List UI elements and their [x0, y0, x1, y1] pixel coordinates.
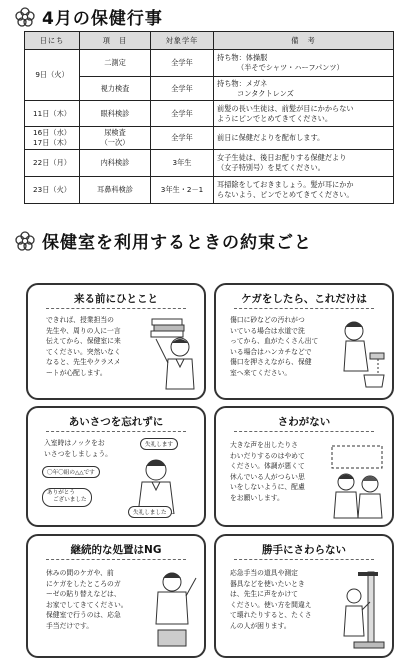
table-row — [25, 177, 394, 204]
student-greeting-illustration — [126, 452, 186, 514]
cell-item: 内科検診 — [80, 150, 151, 177]
cell-item: 視力検査 — [80, 77, 151, 101]
cell-date: 23日（火） — [25, 177, 80, 204]
item-line: 尿検査 — [104, 128, 126, 138]
card-line: いる場合はハンカチなどで — [230, 347, 312, 356]
card-line: ください。使い方を間違え — [230, 600, 312, 609]
title-divider — [234, 308, 374, 309]
card-title: 勝手にさわらない — [262, 544, 346, 556]
card-line: できれば、授業担当の — [46, 316, 114, 324]
rule-card-greeting — [26, 406, 206, 527]
table-row — [25, 150, 394, 177]
page-title: 4月の保健行事 — [42, 9, 163, 29]
card-line: 保健室で行うのは、応急 — [46, 611, 121, 620]
rule-card-injury — [214, 283, 394, 400]
card-line: 応急手当の道具や測定 — [230, 569, 298, 577]
cell-date: 11日（木） — [25, 101, 80, 127]
table-row — [25, 50, 394, 77]
speech-bubble: 失礼しました — [128, 506, 172, 518]
title-divider — [46, 431, 186, 432]
speech-bubble: 〇年〇組の△△です — [42, 466, 100, 478]
card-body — [230, 440, 330, 503]
card-line: 大きな声を出したりさ — [230, 441, 298, 449]
rules-card-grid — [26, 283, 394, 655]
student-with-bandage-illustration — [144, 568, 200, 650]
card-line: をお願いします。 — [230, 493, 284, 502]
title-divider — [234, 431, 374, 432]
cell-date — [25, 127, 80, 150]
cell-note — [214, 50, 394, 77]
cell-grade: 3年生 — [151, 150, 214, 177]
note-line: 耳掃除をしておきましょう。髪が耳にかか — [217, 180, 354, 190]
cell-grade: 全学年 — [151, 77, 214, 101]
card-line: ください。体調が悪くて — [230, 462, 305, 471]
speech-bubble: 失礼します — [140, 438, 178, 450]
title-divider — [234, 559, 374, 560]
note-line: 前髪の長い生徒は、前髪が目にかからない — [217, 103, 354, 113]
cell-note: 前日に保健だよりを配布します。 — [214, 127, 394, 150]
card-body — [230, 568, 338, 631]
table-row — [25, 127, 394, 150]
section-title-april-health-events — [14, 4, 163, 29]
card-line: 傷口に砂などの汚れがつ — [230, 316, 305, 324]
card-line: 休みの間のケガや、前 — [46, 569, 114, 577]
note-line: 持ち物：体操服 — [217, 53, 268, 63]
card-line: 先生や、周りの人に一言 — [46, 326, 121, 335]
date-line: 17日（木） — [33, 138, 71, 147]
card-body — [46, 315, 146, 378]
cell-item: 眼科検診 — [80, 101, 151, 127]
card-line: お家でしてきてください。 — [46, 600, 128, 609]
card-body — [46, 568, 146, 631]
student-carrying-books-illustration — [146, 313, 200, 393]
date-line: 16日（水） — [33, 128, 71, 138]
table-row — [25, 77, 394, 101]
rules-title: 保健室を利用するときの約束ごと — [42, 233, 312, 253]
rule-card-no-ongoing-care — [26, 534, 206, 658]
cell-date: 9日（火） — [25, 50, 80, 101]
cell-item: 二測定 — [80, 50, 151, 77]
washing-wound-illustration — [334, 313, 388, 393]
cell-date: 22日（月） — [25, 150, 80, 177]
card-line: 器具などを使いたいとき — [230, 579, 305, 588]
card-line: にケガをしたところのガ — [46, 579, 121, 588]
students-chatting-illustration — [326, 442, 388, 520]
rule-card-no-noise — [214, 406, 394, 527]
card-title: 来る前にひとこと — [74, 293, 158, 305]
header-grade: 対象学年 — [151, 32, 214, 50]
note-line: （半そでシャツ・ハーフパンツ） — [237, 63, 344, 72]
cell-item — [80, 127, 151, 150]
card-title: 継続的な処置はNG — [70, 544, 162, 556]
card-line: ってから、血がたくさん出て — [230, 337, 319, 346]
health-events-table — [24, 31, 394, 204]
cell-note — [214, 77, 394, 101]
card-line: いている場合は水道で洗 — [230, 326, 305, 335]
cell-item: 耳鼻科検診 — [80, 177, 151, 204]
note-line: 女子生徒は、後日お配りする保健だより — [217, 153, 347, 163]
cell-note — [214, 150, 394, 177]
item-line: （一次） — [100, 138, 130, 147]
note-line: （女子特別号）を見てください。 — [217, 163, 325, 172]
cell-note — [214, 177, 394, 204]
note-line: らないよう、ピンでとめてきてください。 — [217, 190, 354, 199]
card-line: いをしないように、配慮 — [230, 483, 305, 492]
measuring-equipment-illustration — [340, 566, 388, 652]
flower-icon — [14, 230, 36, 252]
card-title: あいさつを忘れずに — [68, 416, 164, 428]
note-line: ようにピンでとめてきてください。 — [217, 113, 333, 123]
cell-grade: 全学年 — [151, 101, 214, 127]
section-title-health-room-rules — [14, 228, 312, 253]
card-line: 入室時はノックをお — [44, 439, 105, 447]
bubble-line: ありがとう — [47, 490, 75, 496]
card-title: ケガをしたら、これだけは — [241, 293, 367, 305]
flower-icon — [14, 6, 36, 28]
header-notes: 備 考 — [214, 32, 394, 50]
table-header-row — [25, 32, 394, 50]
card-line: なると、先生やクラスメ — [46, 358, 121, 367]
bubble-line: ございました — [53, 497, 87, 504]
note-line: 持ち物：メガネ — [217, 78, 268, 88]
card-line: 室へ来てください。 — [230, 368, 292, 377]
table-row — [25, 101, 394, 127]
rule-card-do-not-touch — [214, 534, 394, 658]
card-line: 休んでいる人がつらい思 — [230, 472, 305, 481]
cell-grade: 全学年 — [151, 50, 214, 77]
card-line: は、先生に声をかけて — [230, 590, 298, 599]
card-line: ートが心配します。 — [46, 368, 107, 377]
card-line: て壊れたりすると、たくさ — [230, 611, 312, 620]
card-line: わいだりするのはやめて — [230, 451, 305, 460]
card-line: いさつをしましょう。 — [44, 449, 112, 458]
card-line: 手当だけです。 — [46, 621, 94, 630]
speech-bubble — [42, 488, 92, 507]
note-line: コンタクトレンズ — [237, 88, 294, 98]
card-title: さわがない — [277, 416, 331, 428]
card-line: ーゼの貼り替えなどは、 — [46, 590, 121, 599]
cell-note — [214, 101, 394, 127]
card-line: 傷口を押さえながら、保健 — [230, 358, 312, 367]
header-date: 日にち — [25, 32, 80, 50]
rule-card-notify-before — [26, 283, 206, 400]
card-line: んの人が困ります。 — [230, 621, 291, 630]
title-divider — [46, 308, 186, 309]
title-divider — [46, 559, 186, 560]
card-body — [44, 438, 134, 459]
header-item: 項 目 — [80, 32, 151, 50]
card-line: 伝えてから、保健室に来 — [46, 337, 121, 346]
card-body — [230, 315, 338, 378]
cell-grade: 3年生・2－1 — [151, 177, 214, 204]
cell-grade: 全学年 — [151, 127, 214, 150]
card-line: てください。突然いなく — [46, 347, 121, 356]
